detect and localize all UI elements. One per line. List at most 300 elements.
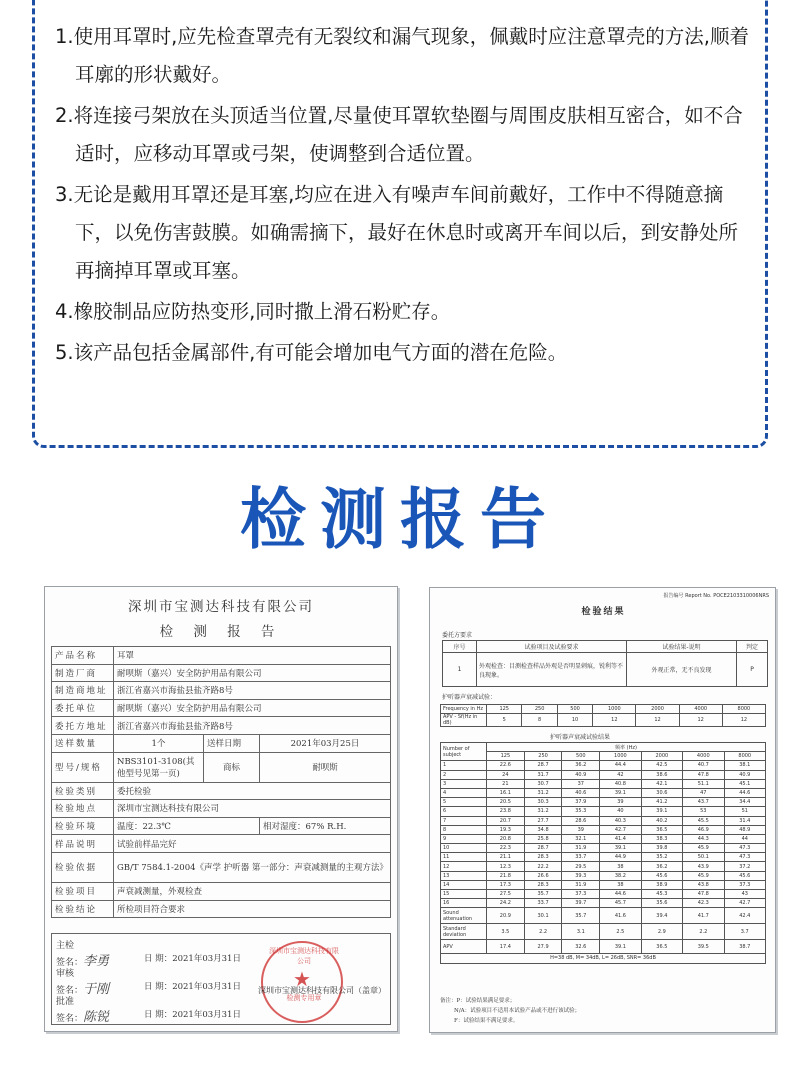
cell: 20.8 xyxy=(487,834,525,843)
subject-number: 7 xyxy=(441,816,487,825)
cell: 30.1 xyxy=(524,908,562,924)
cell: 30.7 xyxy=(524,779,562,788)
cell: 44.6 xyxy=(724,788,765,797)
row-value: 深圳市宝测达科技有限公司 xyxy=(114,800,391,818)
env-humidity: 相对湿度：67% R.H. xyxy=(260,817,391,835)
cell: 12 xyxy=(636,714,679,727)
note-line: F：试验结果不满足要求。 xyxy=(454,1018,519,1024)
report-results-page xyxy=(429,587,776,1033)
instruction-num: 4. xyxy=(55,300,74,323)
cell: 43.9 xyxy=(683,862,724,871)
cell: 45.3 xyxy=(641,890,682,899)
cell: P xyxy=(737,653,768,687)
cell: 31.4 xyxy=(724,816,765,825)
cell: 44.6 xyxy=(600,890,641,899)
cell: 42.5 xyxy=(641,761,682,770)
subject-number: 13 xyxy=(441,871,487,880)
cell: 51.1 xyxy=(683,779,724,788)
cell: 250 xyxy=(522,705,557,714)
cell: 12.3 xyxy=(487,862,525,871)
instruction-num: 3. xyxy=(55,183,74,206)
header-cell: 1000 xyxy=(600,752,641,761)
cell: 38.7 xyxy=(724,940,765,954)
model-label: 型号/规格 xyxy=(52,752,114,782)
row-label: Standard deviation xyxy=(441,924,487,940)
table-row xyxy=(441,890,766,899)
table-row xyxy=(443,641,768,653)
header-cell: 判定 xyxy=(737,641,768,653)
cell: 12 xyxy=(679,714,722,727)
cell: 5 xyxy=(487,714,522,727)
cell: 50.1 xyxy=(683,853,724,862)
signer-prefix: 签名： xyxy=(56,958,84,968)
table-row xyxy=(52,682,391,700)
table-row xyxy=(52,782,391,800)
subject-number: 4 xyxy=(441,788,487,797)
table-row xyxy=(52,852,391,882)
star-icon: ★ xyxy=(293,967,311,991)
table-row xyxy=(441,743,766,752)
instruction-item-3 xyxy=(55,176,755,290)
subject-number: 16 xyxy=(441,899,487,908)
header-cell: 序号 xyxy=(443,641,477,653)
cell: 17.4 xyxy=(487,940,525,954)
cell: 47.8 xyxy=(683,770,724,779)
cell: 40.7 xyxy=(683,761,724,770)
instruction-item-4 xyxy=(55,293,755,331)
cell: 38.1 xyxy=(724,761,765,770)
cell: 37.3 xyxy=(724,880,765,889)
cell: 35.7 xyxy=(524,890,562,899)
cell: 31.9 xyxy=(562,844,600,853)
cell: 4000 xyxy=(679,705,722,714)
qty-label: 送样数量 xyxy=(52,734,114,752)
subject-number: 3 xyxy=(441,779,487,788)
subject-rows xyxy=(441,761,766,908)
cell: 35.6 xyxy=(641,899,682,908)
cell: 45.5 xyxy=(683,816,724,825)
instruction-text: 橡胶制品应防热变形,同时撒上滑石粉贮存。 xyxy=(73,300,451,323)
cell: 31.2 xyxy=(524,807,562,816)
row-label: Sound attenuation xyxy=(441,908,487,924)
table-row xyxy=(441,880,766,889)
cell: 42.3 xyxy=(683,899,724,908)
row-label: 制造商地址 xyxy=(52,682,114,700)
subject-number: 8 xyxy=(441,825,487,834)
cell: 39 xyxy=(562,825,600,834)
report-company: 深圳市宝测达科技有限公司 xyxy=(128,599,314,615)
cell: 45.6 xyxy=(724,871,765,880)
cell: 41.2 xyxy=(641,798,682,807)
header-cell: 2000 xyxy=(641,752,682,761)
cell: 26.6 xyxy=(524,871,562,880)
cell: 37 xyxy=(562,779,600,788)
cell: 31.2 xyxy=(524,788,562,797)
table-row xyxy=(52,734,391,752)
instruction-num: 5. xyxy=(55,341,74,364)
instruction-num: 2. xyxy=(55,104,74,127)
cell: 21.1 xyxy=(487,853,525,862)
cell: 40.9 xyxy=(562,770,600,779)
cell: 40 xyxy=(600,807,641,816)
cell: 1 xyxy=(443,653,477,687)
signer-name: 陈锐 xyxy=(83,1010,110,1025)
cell: 36.2 xyxy=(562,761,600,770)
cell: 31.7 xyxy=(524,770,562,779)
table-row xyxy=(441,853,766,862)
cell: 41.7 xyxy=(683,908,724,924)
cell: 47.3 xyxy=(724,844,765,853)
section-title: 检测报告 xyxy=(240,481,560,558)
row-label: 检验依据 xyxy=(52,852,114,882)
note-line: 备注：P：试验结果满足要求； xyxy=(440,998,516,1004)
cell: 37.2 xyxy=(724,862,765,871)
cell: 37.3 xyxy=(562,890,600,899)
seal-ring-text: 深圳市宝测达科技有限公司 xyxy=(269,947,339,965)
table-row xyxy=(52,800,391,818)
table-row xyxy=(52,699,391,717)
subject-number: 10 xyxy=(441,844,487,853)
cell: 2.5 xyxy=(600,924,641,940)
cell: 22.2 xyxy=(524,862,562,871)
table-row xyxy=(52,835,391,853)
seal-caption: 深圳市宝测达科技有限公司（盖章） xyxy=(258,986,386,995)
row-label: 样品说明 xyxy=(52,835,114,853)
cell: 500 xyxy=(557,705,592,714)
table-row xyxy=(52,817,391,835)
cell: 8000 xyxy=(722,705,765,714)
row-value: 浙江省嘉兴市海盐县盐齐路8号 xyxy=(114,717,391,735)
qty-value: 1个 xyxy=(114,734,204,752)
cell: 2.9 xyxy=(641,924,682,940)
table-row xyxy=(52,647,391,665)
table-row xyxy=(443,653,768,687)
subject-number: 9 xyxy=(441,834,487,843)
company-seal xyxy=(261,941,343,1023)
signer-name: 于刚 xyxy=(83,982,110,997)
cell: 43.7 xyxy=(683,798,724,807)
table-row xyxy=(52,664,391,682)
cell: 28.7 xyxy=(524,761,562,770)
cell: 22.3 xyxy=(487,844,525,853)
cell: 42 xyxy=(600,770,641,779)
table-row xyxy=(52,752,391,782)
cell: 3.5 xyxy=(487,924,525,940)
row-value: 试验前样品完好 xyxy=(114,835,391,853)
cell: 2.2 xyxy=(524,924,562,940)
cell: 32.6 xyxy=(562,940,600,954)
subject-number: 14 xyxy=(441,880,487,889)
table-row xyxy=(441,862,766,871)
header-cell: 频率 (Hz) xyxy=(487,743,766,752)
table-row xyxy=(441,770,766,779)
subject-number: 12 xyxy=(441,862,487,871)
cell: 44.3 xyxy=(683,834,724,843)
env-label: 检验环境 xyxy=(52,817,114,835)
cell: 53 xyxy=(683,807,724,816)
cell: 23.8 xyxy=(487,807,525,816)
cell: 20.9 xyxy=(487,908,525,924)
row-label: Frequency in Hz xyxy=(441,705,487,714)
subject-number: 11 xyxy=(441,853,487,862)
row-label: 制造厂商 xyxy=(52,664,114,682)
cell: 3.7 xyxy=(724,924,765,940)
row-label: 检验结论 xyxy=(52,900,114,918)
env-temp: 温度：22.3℃ xyxy=(114,817,260,835)
signer-name: 李勇 xyxy=(83,954,110,969)
table-row xyxy=(52,717,391,735)
cell: 12 xyxy=(593,714,636,727)
table-row xyxy=(441,871,766,880)
cell: 34.4 xyxy=(724,798,765,807)
apv-table xyxy=(440,704,766,727)
cell: 39.1 xyxy=(600,788,641,797)
cell: 40.9 xyxy=(724,770,765,779)
table-row xyxy=(441,940,766,954)
cell: 47.8 xyxy=(683,890,724,899)
row-label: APV xyxy=(441,940,487,954)
cell: 44 xyxy=(724,834,765,843)
row-value: 委托检验 xyxy=(114,782,391,800)
cell: 40.3 xyxy=(600,816,641,825)
table-row xyxy=(441,714,766,727)
signer-role: 审核 xyxy=(56,969,75,979)
table-row xyxy=(441,825,766,834)
row-label: 委托单位 xyxy=(52,699,114,717)
subject-number: 6 xyxy=(441,807,487,816)
cell: 25.8 xyxy=(524,834,562,843)
instruction-item-5 xyxy=(55,334,755,372)
cell: 45.7 xyxy=(600,899,641,908)
cell: 38.3 xyxy=(641,834,682,843)
table-row xyxy=(52,882,391,900)
cell: 34.8 xyxy=(524,825,562,834)
cell: 40.6 xyxy=(562,788,600,797)
cell: 24.2 xyxy=(487,899,525,908)
report-number: 报告编号 Report No. POCE2103310006NRS xyxy=(663,593,769,599)
cell: 47.3 xyxy=(724,853,765,862)
cell: 42.7 xyxy=(600,825,641,834)
cell: 46.9 xyxy=(683,825,724,834)
requirement-section-label: 委托方要求 xyxy=(442,632,473,639)
seal-text: 检测专用章 xyxy=(286,994,322,1002)
signer-date: 日 期：2021年03月31日 xyxy=(144,954,241,964)
attenuation-result-table xyxy=(440,742,766,964)
model-value: NBS3101-3108(其他型号见第一页) xyxy=(114,752,204,782)
table-row xyxy=(441,844,766,853)
instruction-item-1 xyxy=(55,18,755,94)
cell: 39 xyxy=(600,798,641,807)
subject-number: 15 xyxy=(441,890,487,899)
cell: 39.4 xyxy=(641,908,682,924)
cell: 24 xyxy=(487,770,525,779)
cell: 29.5 xyxy=(562,862,600,871)
date-value: 2021年03月25日 xyxy=(260,734,391,752)
signer-prefix: 签名： xyxy=(56,986,84,996)
cell: 22.6 xyxy=(487,761,525,770)
header-cell: 8000 xyxy=(724,752,765,761)
cell: 35.7 xyxy=(562,908,600,924)
subject-number: 5 xyxy=(441,798,487,807)
report-cover-page xyxy=(44,586,398,1032)
table-row xyxy=(441,788,766,797)
row-value: 浙江省嘉兴市海盐县盐齐路8号 xyxy=(114,682,391,700)
table-row xyxy=(441,798,766,807)
cell: 28.7 xyxy=(524,844,562,853)
cell: 39.8 xyxy=(641,844,682,853)
cell: 2000 xyxy=(636,705,679,714)
cell: 21 xyxy=(487,779,525,788)
table-row xyxy=(441,807,766,816)
row-label: APV - Sf(Hz in dB) xyxy=(441,714,487,727)
row-value: 耳罩 xyxy=(114,647,391,665)
cell: 38.2 xyxy=(600,871,641,880)
cell: 外观检查：目测检查样品外观是否明显刺痕，锐利等不良现象。 xyxy=(477,653,627,687)
table-row xyxy=(441,705,766,714)
row-value: 耐呗斯（嘉兴）安全防护用品有限公司 xyxy=(114,699,391,717)
instruction-text: 无论是戴用耳罩还是耳塞,均应在进入有噪声车间前戴好，工作中不得随意摘下，以免伤害鼓膜。如确需摘下，最好在休息时或离开车间以后，到安静处所再摘掉耳罩或耳塞。 xyxy=(73,183,739,282)
signer-role: 批准 xyxy=(56,997,75,1007)
instruction-text: 该产品包括金属部件,有可能会增加电气方面的潜在危险。 xyxy=(73,341,568,364)
note-line: N/A：试验项目不适用本试验产品或不进行该试验； xyxy=(454,1008,581,1014)
cell: 30.3 xyxy=(524,798,562,807)
cell: 31.9 xyxy=(562,880,600,889)
cell: 41.4 xyxy=(600,834,641,843)
cell: 47 xyxy=(683,788,724,797)
cell: 39.1 xyxy=(600,940,641,954)
cell: 35.3 xyxy=(562,807,600,816)
subject-number: 2 xyxy=(441,770,487,779)
cell: 20.5 xyxy=(487,798,525,807)
cell: 2.2 xyxy=(683,924,724,940)
instruction-text: 将连接弓架放在头顶适当位置,尽量使耳罩软垫圈与周围皮肤相互密合，如不合适时，应移动耳罩或弓架，使调整到合适位置。 xyxy=(73,104,743,165)
row-label: 检验项目 xyxy=(52,882,114,900)
row-label: 检验地点 xyxy=(52,800,114,818)
cell: 39.5 xyxy=(683,940,724,954)
instruction-box xyxy=(32,0,768,448)
cell: 3.1 xyxy=(562,924,600,940)
cell: 30.6 xyxy=(641,788,682,797)
header-cell: 4000 xyxy=(683,752,724,761)
row-label: 检验类别 xyxy=(52,782,114,800)
table-row xyxy=(441,761,766,770)
cell: 42.7 xyxy=(724,899,765,908)
cell: 28.3 xyxy=(524,853,562,862)
cell: 44.4 xyxy=(600,761,641,770)
instruction-num: 1. xyxy=(55,25,74,48)
cell: 51 xyxy=(724,807,765,816)
header-cell: 试验项目及试验要求 xyxy=(477,641,627,653)
header-cell: 250 xyxy=(524,752,562,761)
table-row xyxy=(441,924,766,940)
table-row xyxy=(441,816,766,825)
cell: 17.3 xyxy=(487,880,525,889)
cell: 39.1 xyxy=(641,807,682,816)
cell: 39.7 xyxy=(562,899,600,908)
header-cell: 试验结果-说明 xyxy=(627,641,737,653)
subject-number: 1 xyxy=(441,761,487,770)
cell: 16.1 xyxy=(487,788,525,797)
cell: 36.2 xyxy=(641,862,682,871)
results-title: 检验结果 xyxy=(581,607,626,617)
cell: 45.9 xyxy=(683,844,724,853)
cell: 32.1 xyxy=(562,834,600,843)
cell: 27.5 xyxy=(487,890,525,899)
cell: 38.6 xyxy=(641,770,682,779)
cell: 27.7 xyxy=(524,816,562,825)
cell: 外观正常，无不良发现 xyxy=(627,653,737,687)
table-row xyxy=(441,954,766,963)
table-row xyxy=(441,908,766,924)
row-label: 产品名称 xyxy=(52,647,114,665)
cell: 20.7 xyxy=(487,816,525,825)
table-row xyxy=(441,899,766,908)
cell: 8 xyxy=(522,714,557,727)
cell: 44.9 xyxy=(600,853,641,862)
cell: 1000 xyxy=(593,705,636,714)
cell: 12 xyxy=(722,714,765,727)
cell: 19.3 xyxy=(487,825,525,834)
cell: 43.8 xyxy=(683,880,724,889)
instruction-text: 使用耳罩时,应先检查罩壳有无裂纹和漏气现象，佩戴时应注意罩壳的方法,顺着耳廓的形状戴好。 xyxy=(73,25,750,86)
cell: 36.5 xyxy=(641,940,682,954)
signer-date: 日 期：2021年03月31日 xyxy=(144,1010,241,1020)
cell: 40.2 xyxy=(641,816,682,825)
result-table-title: 护听器声衰减试验结果 xyxy=(550,734,611,741)
cell: 35.2 xyxy=(641,853,682,862)
summary-cell: H=38 dB, M= 34dB, L= 26dB, SNR= 36dB xyxy=(441,954,766,963)
table-row xyxy=(441,779,766,788)
row-value: 声衰减测量，外观检查 xyxy=(114,882,391,900)
cell: 33.7 xyxy=(524,899,562,908)
row-value: 耐呗斯（嘉兴）安全防护用品有限公司 xyxy=(114,664,391,682)
signer-prefix: 签名： xyxy=(56,1014,84,1024)
row-label: Number of subject xyxy=(441,743,487,761)
brand-value: 耐呗斯 xyxy=(260,752,391,782)
cell: 48.9 xyxy=(724,825,765,834)
attenuation-section-label: 护听器声衰减试验： xyxy=(442,694,497,701)
instruction-list xyxy=(55,18,755,375)
cell: 38 xyxy=(600,880,641,889)
cell: 41.6 xyxy=(600,908,641,924)
report-title: 检 测 报 告 xyxy=(159,624,283,640)
instruction-item-2 xyxy=(55,97,755,173)
cell: 28.6 xyxy=(562,816,600,825)
row-value: GB/T 7584.1-2004《声学 护听器 第一部分：声衰减测量的主观方法》 xyxy=(114,852,391,882)
signer-role: 主检 xyxy=(56,941,75,951)
date-label: 送样日期 xyxy=(204,734,260,752)
cell: 40.8 xyxy=(600,779,641,788)
table-row xyxy=(52,900,391,918)
brand-label: 商标 xyxy=(204,752,260,782)
cell: 21.8 xyxy=(487,871,525,880)
row-label: 委托方地址 xyxy=(52,717,114,735)
cell: 38 xyxy=(600,862,641,871)
requirement-table xyxy=(442,640,768,687)
cell: 125 xyxy=(487,705,522,714)
header-cell: 500 xyxy=(562,752,600,761)
cell: 39.3 xyxy=(562,871,600,880)
cell: 28.3 xyxy=(524,880,562,889)
cell: 43 xyxy=(724,890,765,899)
report-info-table xyxy=(51,646,391,918)
table-row xyxy=(441,752,766,761)
cell: 33.7 xyxy=(562,853,600,862)
cell: 38.9 xyxy=(641,880,682,889)
cell: 45.9 xyxy=(683,871,724,880)
cell: 42.4 xyxy=(724,908,765,924)
cell: 27.9 xyxy=(524,940,562,954)
